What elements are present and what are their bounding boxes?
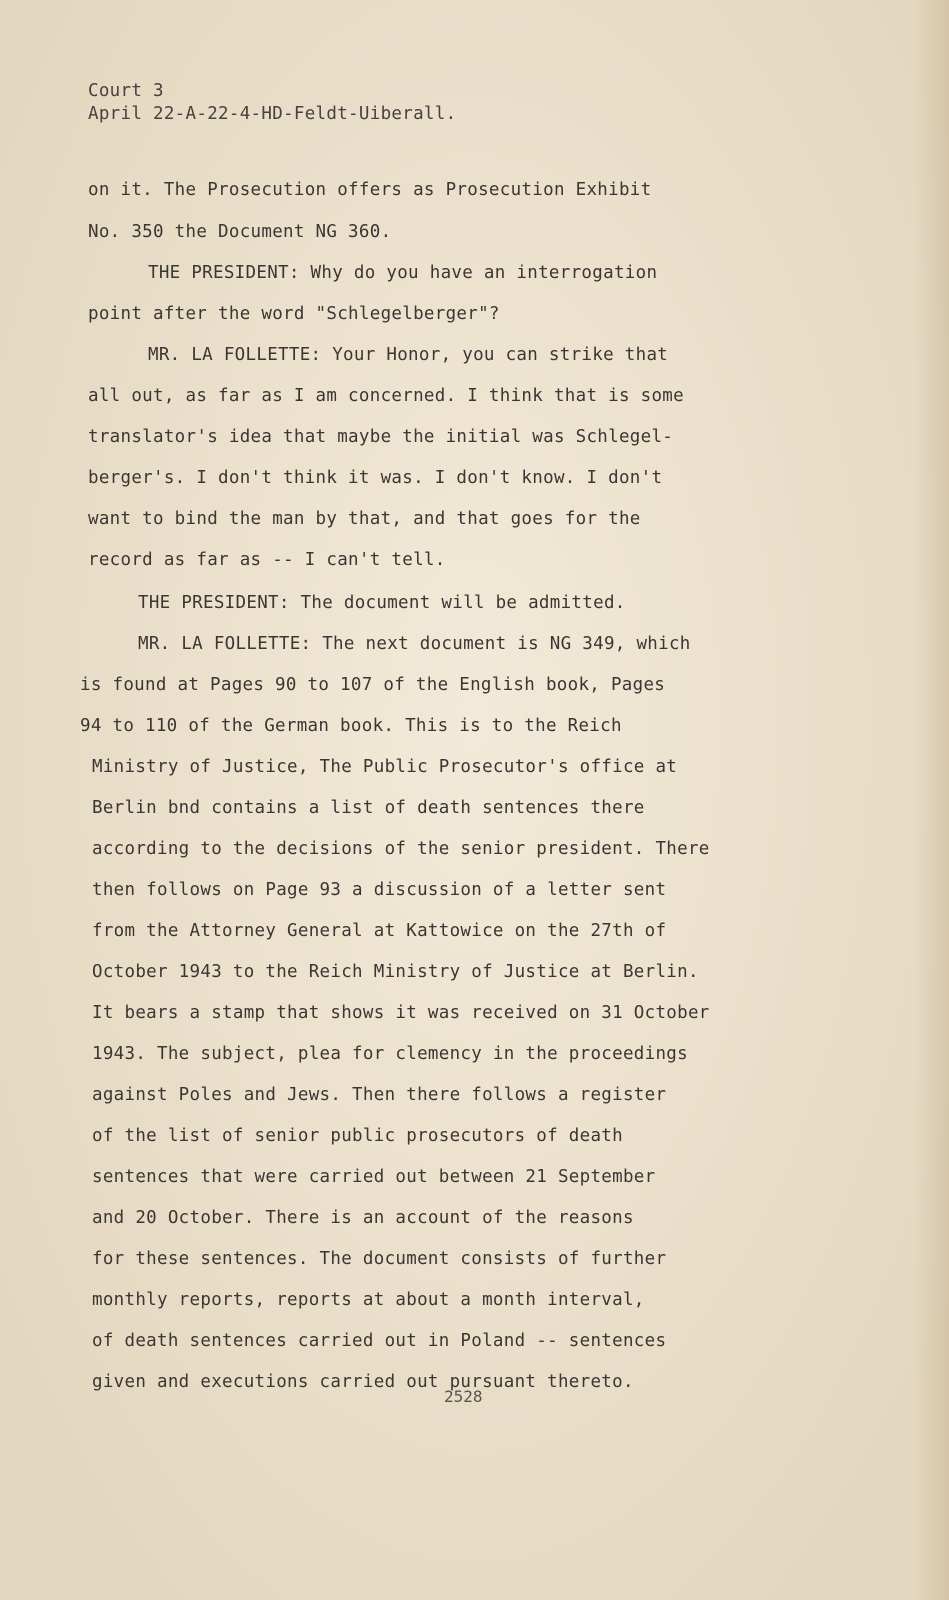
transcript-line: monthly reports, reports at about a month interval, <box>92 1290 645 1310</box>
transcript-line: THE PRESIDENT: The document will be admitted. <box>138 593 626 613</box>
transcript-line: according to the decisions of the senior president. There <box>92 839 710 859</box>
transcript-line: MR. LA FOLLETTE: The next document is NG 349, which <box>138 634 691 654</box>
transcript-line: from the Attorney General at Kattowice on the 27th of <box>92 921 667 941</box>
transcript-line: MR. LA FOLLETTE: Your Honor, you can strike that <box>148 345 669 365</box>
transcript-line: It bears a stamp that shows it was received on 31 October <box>92 1003 710 1023</box>
transcript-line: of death sentences carried out in Poland -- sentences <box>92 1331 667 1351</box>
transcript-line: of the list of senior public prosecutors of death <box>92 1126 623 1146</box>
transcript-line: then follows on Page 93 a discussion of a letter sent <box>92 880 667 900</box>
transcript-line: 94 to 110 of the German book. This is to the Reich <box>80 716 622 736</box>
transcript-line: translator's idea that maybe the initial was Schlegel- <box>88 427 674 447</box>
transcript-line: sentences that were carried out between 21 September <box>92 1167 656 1187</box>
transcript-line: on it. The Prosecution offers as Prosecution Exhibit <box>88 180 652 200</box>
transcript-line: Berlin bnd contains a list of death sentences there <box>92 798 645 818</box>
transcript-line: October 1943 to the Reich Ministry of Justice at Berlin. <box>92 962 699 982</box>
transcript-line: berger's. I don't think it was. I don't know. I don't <box>88 468 663 488</box>
transcript-line: given and executions carried out pursuant thereto. <box>92 1372 634 1392</box>
transcript-line: is found at Pages 90 to 107 of the English book, Pages <box>80 675 666 695</box>
transcript-line: record as far as -- I can't tell. <box>88 550 446 570</box>
transcript-line: THE PRESIDENT: Why do you have an interrogation <box>148 263 658 283</box>
transcript-line: want to bind the man by that, and that goes for the <box>88 509 641 529</box>
transcript-line: Ministry of Justice, The Public Prosecutor's office at <box>92 757 678 777</box>
transcript-line: against Poles and Jews. Then there follows a register <box>92 1085 667 1105</box>
transcript-line: all out, as far as I am concerned. I think that is some <box>88 386 684 406</box>
transcript-line: No. 350 the Document NG 360. <box>88 222 392 242</box>
session-reference: April 22-A-22-4-HD-Feldt-Uiberall. <box>88 104 457 124</box>
court-label: Court 3 <box>88 81 164 101</box>
transcript-line: point after the word "Schlegelberger"? <box>88 304 500 324</box>
page-number: 2528 <box>444 1387 483 1406</box>
transcript-line: 1943. The subject, plea for clemency in the proceedings <box>92 1044 688 1064</box>
paper-edge-shadow <box>915 0 949 1600</box>
transcript-line: for these sentences. The document consists of further <box>92 1249 667 1269</box>
document-header <box>88 80 456 126</box>
transcript-line: and 20 October. There is an account of the reasons <box>92 1208 634 1228</box>
